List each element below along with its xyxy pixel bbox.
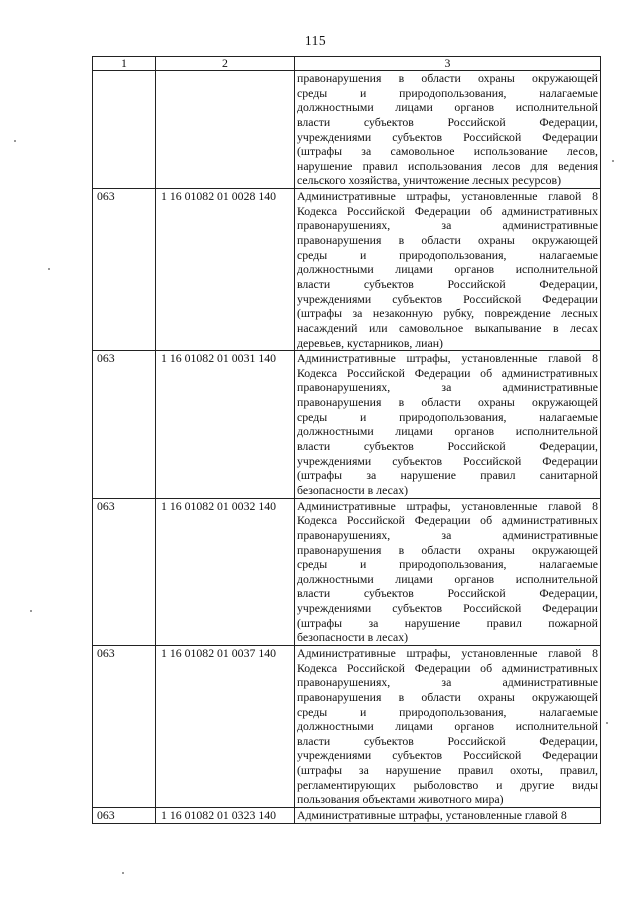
description-cell <box>295 71 601 189</box>
description-line: среды и природопользования, налагаемые <box>297 704 598 719</box>
description-line: должностными лицами органов исполнительной <box>297 262 598 277</box>
description-cell <box>295 189 601 351</box>
table-row <box>93 189 601 351</box>
description-line: среды и природопользования, налагаемые <box>297 247 598 262</box>
scan-speck <box>14 140 16 142</box>
description-line: Кодекса Российской Федерации об административных <box>297 660 598 675</box>
description-line: правонарушения в области охраны окружающей <box>297 689 598 704</box>
description-line: учреждениями субъектов Российской Федерации <box>297 129 598 144</box>
description-line: должностными лицами органов исполнительной <box>297 719 598 734</box>
description-line: должностными лицами органов исполнительной <box>297 100 598 115</box>
description-line: среды и природопользования, налагаемые <box>297 557 598 572</box>
admin-code-cell: 063 <box>93 189 156 351</box>
table-row <box>93 645 601 807</box>
description-line: Кодекса Российской Федерации об административных <box>297 365 598 380</box>
description-line: среды и природопользования, налагаемые <box>297 409 598 424</box>
description-line: Административные штрафы, установленные главой 8 <box>297 645 598 660</box>
description-line: (штрафы за незаконную рубку, повреждение лесных <box>297 306 598 321</box>
page-number: 115 <box>304 33 327 48</box>
description-line: Административные штрафы, установленные главой 8 <box>297 189 598 204</box>
description-line: правонарушения в области охраны окружающей <box>297 233 598 248</box>
description-line: пользования объектами животного мира) <box>297 792 504 807</box>
column-header-3: 3 <box>295 57 601 71</box>
description-line: Кодекса Российской Федерации об административных <box>297 203 598 218</box>
description-line: Административные штрафы, установленные главой 8 <box>297 498 598 513</box>
table-row <box>93 71 601 189</box>
description-line: деревьев, кустарников, лиан) <box>297 335 443 350</box>
table-row <box>93 351 601 498</box>
description-line: (штрафы за нарушение правил охоты, правил, <box>297 763 598 778</box>
description-cell <box>295 351 601 498</box>
description-line: Административные штрафы, установленные главой 8 <box>297 351 598 366</box>
scan-speck <box>606 722 608 724</box>
table-header-row <box>93 57 601 71</box>
description-line: учреждениями субъектов Российской Федерации <box>297 601 598 616</box>
description-line: (штрафы за нарушение правил пожарной <box>297 615 598 630</box>
admin-code-cell: 063 <box>93 645 156 807</box>
description-line: учреждениями субъектов Российской Федерации <box>297 453 598 468</box>
admin-code-cell: 063 <box>93 808 156 824</box>
budget-code-cell: 1 16 01082 01 0031 140 <box>156 351 295 498</box>
admin-code-cell: 063 <box>93 351 156 498</box>
description-line: Административные штрафы, установленные главой 8 <box>297 808 567 823</box>
budget-code-cell: 1 16 01082 01 0028 140 <box>156 189 295 351</box>
scan-speck <box>30 610 32 612</box>
description-line: правонарушениях, за административные <box>297 380 598 395</box>
table-row <box>93 498 601 645</box>
description-line: должностными лицами органов исполнительной <box>297 424 598 439</box>
description-line: правонарушения в области охраны окружающей <box>297 395 598 410</box>
description-line: власти субъектов Российской Федерации, <box>297 733 598 748</box>
budget-code-cell: 1 16 01082 01 0323 140 <box>156 808 295 824</box>
description-line: правонарушениях, за административные <box>297 527 598 542</box>
scan-speck <box>612 160 614 162</box>
budget-code-cell: 1 16 01082 01 0037 140 <box>156 645 295 807</box>
table-body <box>93 57 601 824</box>
description-line: учреждениями субъектов Российской Федерации <box>297 748 598 763</box>
description-line: безопасности в лесах) <box>297 630 409 645</box>
description-cell <box>295 808 601 824</box>
scan-speck <box>122 872 124 874</box>
description-line: правонарушениях, за административные <box>297 218 598 233</box>
description-line: власти субъектов Российской Федерации, <box>297 586 598 601</box>
description-line: правонарушения в области охраны окружающей <box>297 71 598 85</box>
column-header-1: 1 <box>93 57 156 71</box>
table-row <box>93 808 601 824</box>
description-line: правонарушениях, за административные <box>297 675 598 690</box>
description-line: Кодекса Российской Федерации об административных <box>297 513 598 528</box>
budget-codes-table <box>92 56 601 824</box>
description-line: насаждений или самовольное выкапывание в лесах <box>297 320 598 335</box>
description-line: сельского хозяйства, уничтожение лесных ресурсов) <box>297 173 562 188</box>
description-line: учреждениями субъектов Российской Федерации <box>297 291 598 306</box>
description-line: (штрафы за нарушение правил санитарной <box>297 468 598 483</box>
description-cell <box>295 645 601 807</box>
description-line: нарушение правил использования лесов для ведения <box>297 158 598 173</box>
admin-code-cell <box>93 71 156 189</box>
description-line: среды и природопользования, налагаемые <box>297 85 598 100</box>
description-line: правонарушения в области охраны окружающей <box>297 542 598 557</box>
description-line: должностными лицами органов исполнительной <box>297 571 598 586</box>
admin-code-cell: 063 <box>93 498 156 645</box>
description-line: (штрафы за самовольное использование лесов, <box>297 144 598 159</box>
description-line: власти субъектов Российской Федерации, <box>297 276 598 291</box>
description-line: власти субъектов Российской Федерации, <box>297 439 598 454</box>
description-line: власти субъектов Российской Федерации, <box>297 114 598 129</box>
column-header-2: 2 <box>156 57 295 71</box>
budget-code-cell: 1 16 01082 01 0032 140 <box>156 498 295 645</box>
description-line: безопасности в лесах) <box>297 482 409 497</box>
description-line: регламентирующих рыболовство и другие виды <box>297 777 598 792</box>
scan-speck <box>48 268 50 270</box>
description-cell <box>295 498 601 645</box>
budget-code-cell <box>156 71 295 189</box>
